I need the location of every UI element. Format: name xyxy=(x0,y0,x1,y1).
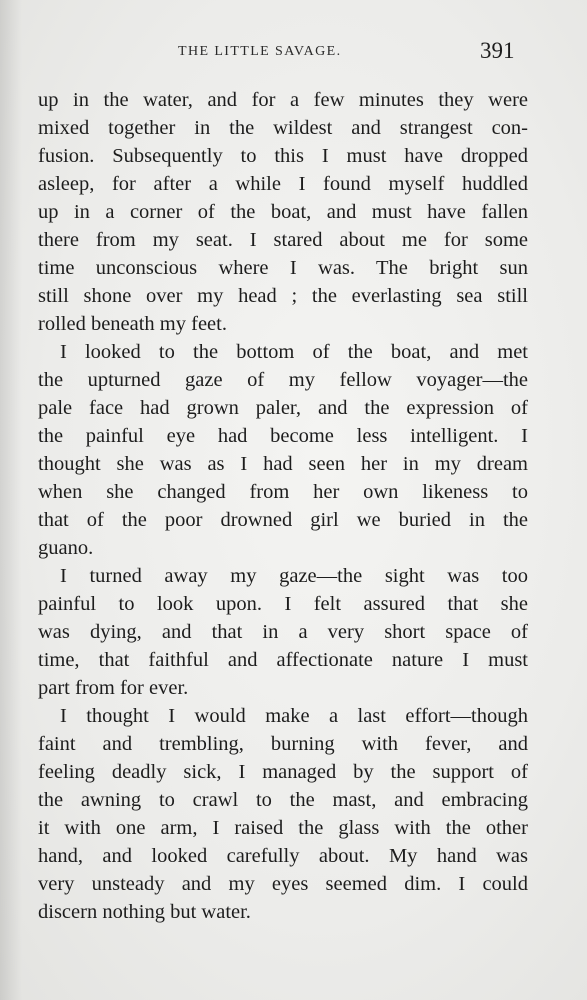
text-line: I turned away my gaze—the sight was too xyxy=(60,565,528,587)
text-line: very unsteady and my eyes seemed dim. I could xyxy=(38,873,528,895)
text-line: mixed together in the wildest and strangest con- xyxy=(38,117,528,139)
text-line: feeling deadly sick, I managed by the support of xyxy=(38,761,528,783)
text-line: still shone over my head ; the everlasting sea still xyxy=(38,285,528,307)
text-line: hand, and looked carefully about. My hand was xyxy=(38,845,528,867)
text-line: when she changed from her own likeness to xyxy=(38,481,528,503)
text-line: time unconscious where I was. The bright sun xyxy=(38,257,528,279)
text-line: up in the water, and for a few minutes they were xyxy=(38,89,528,111)
paragraph-3 xyxy=(38,562,528,702)
text-line: time, that faithful and affectionate nature I must xyxy=(38,649,528,671)
text-line: the awning to crawl to the mast, and embracing xyxy=(38,789,528,811)
text-line: thought she was as I had seen her in my dream xyxy=(38,453,528,475)
body-text xyxy=(38,86,528,926)
running-title: THE LITTLE SAVAGE. xyxy=(178,44,342,59)
text-line: it with one arm, I raised the glass with the other xyxy=(38,817,528,839)
text-line: I looked to the bottom of the boat, and met xyxy=(60,341,528,363)
text-line: discern nothing but water. xyxy=(38,901,251,923)
text-line: guano. xyxy=(38,537,94,559)
running-head xyxy=(0,38,587,68)
text-line: the painful eye had become less intelligent. I xyxy=(38,425,528,447)
text-line: painful to look upon. I felt assured that she xyxy=(38,593,528,615)
text-line: faint and trembling, burning with fever, and xyxy=(38,733,528,755)
text-line: was dying, and that in a very short space of xyxy=(38,621,528,643)
spine-shadow xyxy=(0,0,22,1000)
text-line: the upturned gaze of my fellow voyager—the xyxy=(38,369,528,391)
paragraph-4 xyxy=(38,702,528,926)
text-line: there from my seat. I stared about me for some xyxy=(38,229,528,251)
text-line: pale face had grown paler, and the expression of xyxy=(38,397,528,419)
text-line: asleep, for after a while I found myself huddled xyxy=(38,173,528,195)
paragraph-2 xyxy=(38,338,528,562)
text-line: part from for ever. xyxy=(38,677,189,699)
text-line: that of the poor drowned girl we buried in the xyxy=(38,509,528,531)
text-line: rolled beneath my feet. xyxy=(38,313,227,335)
page-number: 391 xyxy=(480,38,515,63)
paragraph-1 xyxy=(38,86,528,338)
text-line: fusion. Subsequently to this I must have dropped xyxy=(38,145,528,167)
text-line: up in a corner of the boat, and must have fallen xyxy=(38,201,528,223)
text-line: I thought I would make a last effort—though xyxy=(60,705,528,727)
